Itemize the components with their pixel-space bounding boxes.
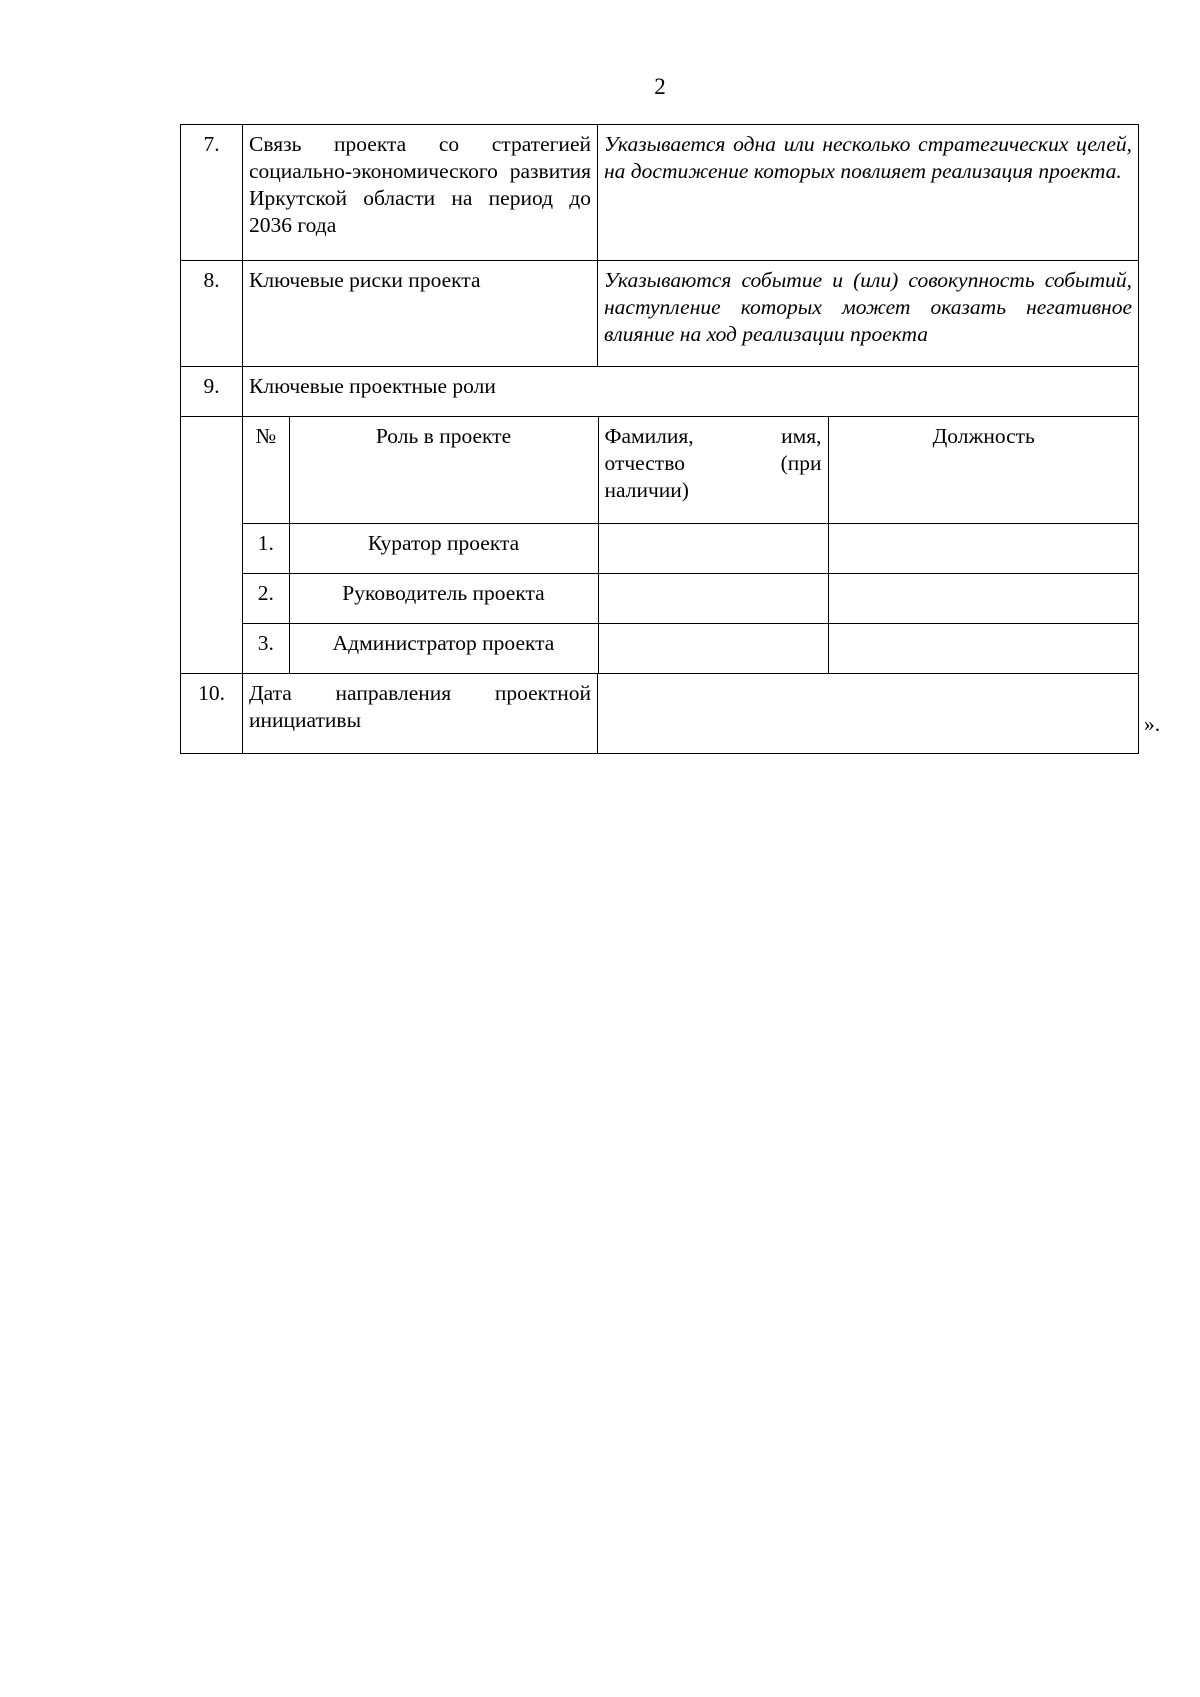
role-num: 2.: [243, 573, 289, 623]
role-name: Руководитель проекта: [289, 573, 598, 623]
fio-word: (при: [780, 451, 822, 475]
role-position: [828, 623, 1139, 673]
role-fio: [598, 623, 828, 673]
fio-word: наличии): [604, 478, 689, 502]
role-name: Администратор проекта: [289, 623, 598, 673]
role-num: 3.: [243, 623, 289, 673]
row-label: Ключевые риски проекта: [243, 261, 598, 367]
roles-header-num: №: [243, 417, 289, 523]
roles-header-row: [243, 417, 1139, 523]
row-label: Дата направления проектной инициативы: [243, 674, 598, 754]
roles-row-2: [243, 573, 1139, 623]
role-fio: [598, 523, 828, 573]
role-position: [828, 523, 1139, 573]
row-label: Связь проекта со стратегией социально-экономического развития Иркутской области на период до 2036 года: [243, 125, 598, 261]
row-value: Указываются событие и (или) совокупность событий, наступление которых может оказать негативное влияние на ход реализации проекта: [598, 261, 1139, 367]
project-passport-table: [180, 124, 1139, 754]
roles-row: [181, 417, 1139, 674]
fio-word: Фамилия,: [604, 424, 694, 448]
role-name: Куратор проекта: [289, 523, 598, 573]
row-number: 7.: [181, 125, 243, 261]
row-number: 8.: [181, 261, 243, 367]
roles-table: [243, 417, 1139, 673]
closing-quote-mark: ».: [1144, 712, 1161, 736]
table-row-8: [181, 261, 1139, 367]
roles-table-cell: [243, 417, 1139, 674]
table-row-7: [181, 125, 1139, 261]
role-position: [828, 573, 1139, 623]
roles-header-position: Должность: [828, 417, 1139, 523]
roles-header-fio: [598, 417, 828, 523]
row-value: Указывается одна или несколько стратегических целей, на достижение которых повлияет реализация проекта.: [598, 125, 1139, 261]
roles-spacer-cell: [181, 417, 243, 674]
row-value: [598, 674, 1139, 754]
page-number: 2: [654, 74, 666, 99]
row-label: Ключевые проектные роли: [243, 367, 1139, 417]
roles-header-role: Роль в проекте: [289, 417, 598, 523]
row-number: 10.: [181, 674, 243, 754]
table-row-9: [181, 367, 1139, 417]
fio-word: отчество: [604, 451, 685, 475]
roles-row-3: [243, 623, 1139, 673]
fio-word: имя,: [781, 424, 822, 448]
roles-row-1: [243, 523, 1139, 573]
table-row-10: [181, 674, 1139, 754]
row-number: 9.: [181, 367, 243, 417]
role-fio: [598, 573, 828, 623]
role-num: 1.: [243, 523, 289, 573]
